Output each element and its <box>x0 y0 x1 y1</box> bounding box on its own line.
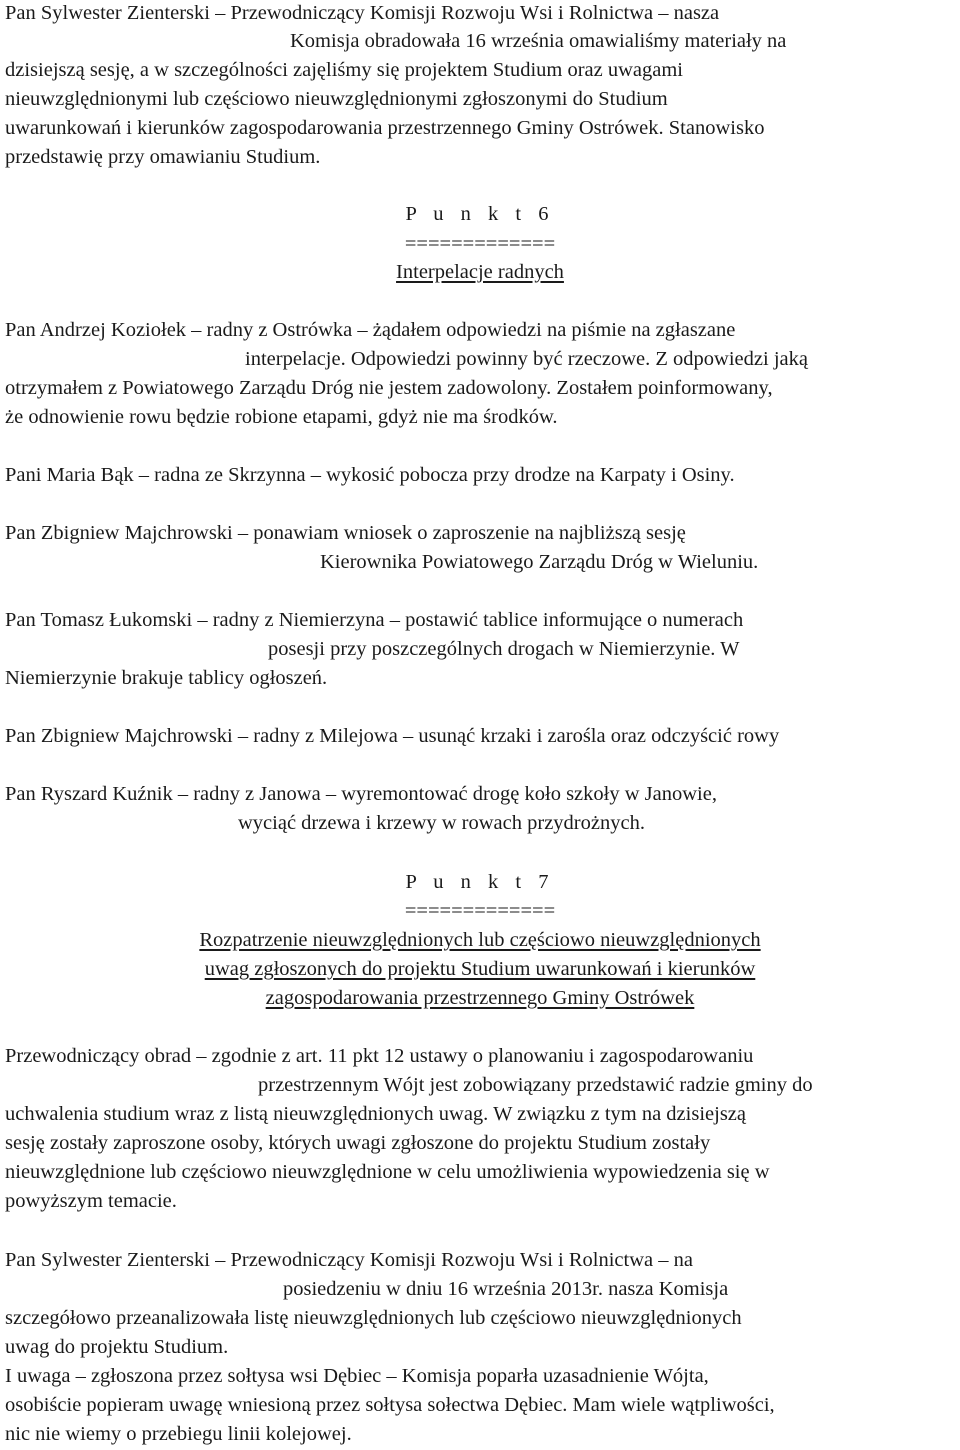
paragraph-1-line-1: Pan Sylwester Zienterski – Przewodniczący Komisji Rozwoju Wsi i Rolnictwa – nasza <box>5 2 720 24</box>
paragraph-4-line-2: Kierownika Powiatowego Zarządu Dróg w Wieluniu. <box>320 551 759 573</box>
paragraph-7-line-2: wyciąć drzewa i krzewy w rowach przydrożnych. <box>238 812 645 834</box>
section-7-separator: ============= <box>404 900 556 922</box>
paragraph-9-line-4: uwag do projektu Studium. <box>5 1336 229 1358</box>
section-6-title-wrap <box>0 259 960 287</box>
paragraph-2-line-1: Pan Andrzej Koziołek – radny z Ostrówka – żądałem odpowiedzi na piśmie na zgłaszane <box>5 319 736 341</box>
section-7-title-line-1: Rozpatrzenie nieuwzględnionych lub częściowo nieuwzględnionych <box>199 929 761 951</box>
paragraph-8-line-3: uchwalenia studium wraz z listą nieuwzględnionych uwag. W związku z tym na dzisiejszą <box>5 1103 746 1125</box>
paragraph-8-line-6: powyższym temacie. <box>5 1190 177 1212</box>
paragraph-9-line-2: posiedzeniu w dniu 16 września 2013r. nasza Komisja <box>283 1278 729 1300</box>
paragraph-5-line-1: Pan Tomasz Łukomski – radny z Niemierzyna – postawić tablice informujące o numerach <box>5 609 744 631</box>
paragraph-6-line-1: Pan Zbigniew Majchrowski – radny z Milejowa – usunąć krzaki i zarośla oraz odczyścić rowy <box>5 725 780 747</box>
section-7-title-line-2-wrap <box>0 956 960 984</box>
section-6-title: Interpelacje radnych <box>396 261 564 283</box>
paragraph-1-line-4: nieuwzględnionymi lub częściowo nieuwzględnionymi zgłoszonymi do Studium <box>5 88 668 110</box>
section-7-title-line-3-wrap <box>0 985 960 1013</box>
section-7-title-line-2: uwag zgłoszonych do projektu Studium uwarunkowań i kierunków <box>204 958 756 980</box>
section-6-heading: P u n k t 6 <box>405 203 555 225</box>
paragraph-3-line-1: Pani Maria Bąk – radna ze Skrzynna – wykosić pobocza przy drodze na Karpaty i Osiny. <box>5 464 735 486</box>
paragraph-8-line-2: przestrzennym Wójt jest zobowiązany przedstawić radzie gminy do <box>258 1074 813 1096</box>
section-7-title-line-3: zagospodarowania przestrzennego Gminy Ostrówek <box>265 987 695 1009</box>
paragraph-5-line-2: posesji przy poszczególnych drogach w Niemierzynie. W <box>268 638 740 660</box>
paragraph-8-line-1: Przewodniczący obrad – zgodnie z art. 11 pkt 12 ustawy o planowaniu i zagospodarowaniu <box>5 1045 754 1067</box>
paragraph-9-line-5: I uwaga – zgłoszona przez sołtysa wsi Dębiec – Komisja poparła uzasadnienie Wójta, <box>5 1365 709 1387</box>
paragraph-4-line-1: Pan Zbigniew Majchrowski – ponawiam wniosek o zaproszenie na najbliższą sesję <box>5 522 686 544</box>
paragraph-1-line-3: dzisiejszą sesję, a w szczególności zajęliśmy się projektem Studium oraz uwagami <box>5 59 684 81</box>
paragraph-2-line-3: otrzymałem z Powiatowego Zarządu Dróg nie jestem zadowolony. Zostałem poinformowany, <box>5 377 773 399</box>
paragraph-1-line-5: uwarunkowań i kierunków zagospodarowania przestrzennego Gminy Ostrówek. Stanowisko <box>5 117 765 139</box>
paragraph-5-line-3: Niemierzynie brakuje tablicy ogłoszeń. <box>5 667 328 689</box>
paragraph-9-line-1: Pan Sylwester Zienterski – Przewodniczący Komisji Rozwoju Wsi i Rolnictwa – na <box>5 1249 693 1271</box>
paragraph-7-line-1: Pan Ryszard Kuźnik – radny z Janowa – wyremontować drogę koło szkoły w Janowie, <box>5 783 717 805</box>
paragraph-9-line-3: szczegółowo przeanalizowała listę nieuwzględnionych lub częściowo nieuwzględnionych <box>5 1307 742 1329</box>
paragraph-1-line-2: Komisja obradowała 16 września omawialiśmy materiały na <box>290 30 787 52</box>
paragraph-8-line-4: sesję zostały zaproszone osoby, których uwagi zgłoszone do projektu Studium zostały <box>5 1132 711 1154</box>
section-6-separator: ============= <box>404 233 556 255</box>
section-7-heading: P u n k t 7 <box>405 871 555 893</box>
paragraph-9-line-6: osobiście popieram uwagę wniesioną przez sołtysa sołectwa Dębiec. Mam wiele wątpliwości, <box>5 1394 775 1416</box>
paragraph-9-line-7: nic nie wiemy o przebiegu linii kolejowej. <box>5 1423 352 1445</box>
paragraph-1-line-6: przedstawię przy omawianiu Studium. <box>5 146 321 168</box>
paragraph-8-line-5: nieuwzględnione lub częściowo nieuwzględnione w celu umożliwienia wypowiedzenia się w <box>5 1161 770 1183</box>
section-7-title-line-1-wrap <box>0 927 960 955</box>
paragraph-2-line-2: interpelacje. Odpowiedzi powinny być rzeczowe. Z odpowiedzi jaką <box>245 348 808 370</box>
paragraph-2-line-4: że odnowienie rowu będzie robione etapami, gdyż nie ma środków. <box>5 406 558 428</box>
